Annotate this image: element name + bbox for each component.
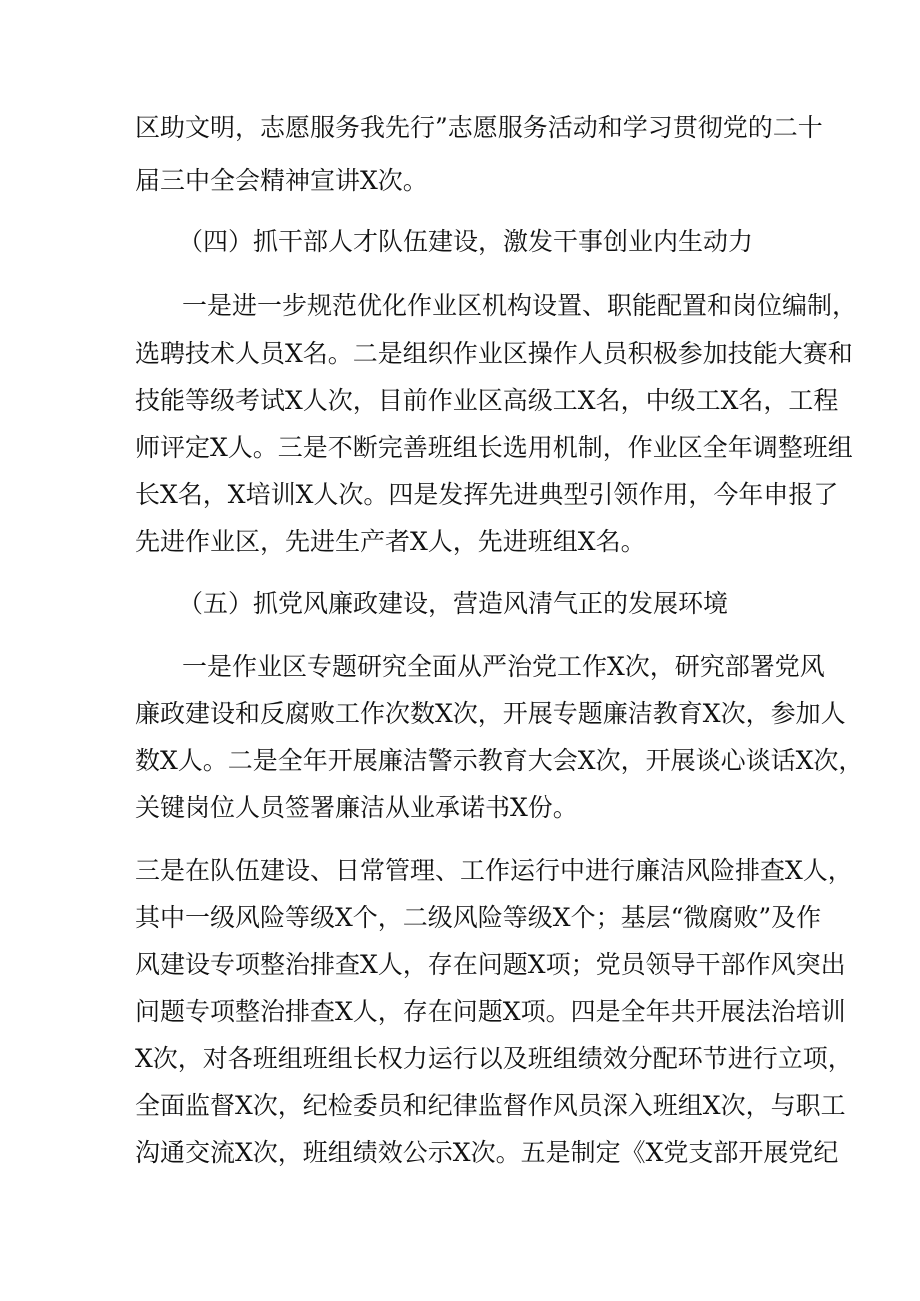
text-line: 沟通交流X次，班组绩效公示X次。五是制定《X党支部开展党纪 — [135, 1138, 839, 1167]
text-line: 技能等级考试X人次，目前作业区高级工X名，中级工X名，工程 — [135, 386, 839, 415]
text-line: 全面监督X次，纪检委员和纪律监督作风员深入班组X次，与职工 — [135, 1091, 846, 1120]
text-line: 廉政建设和反腐败工作次数X次，开展专题廉洁教育X次，参加人 — [135, 699, 846, 728]
text-line: 其中一级风险等级X个，二级风险等级X个；基层“微腐败”及作 — [135, 903, 822, 932]
text-line: 数X人。二是全年开展廉洁警示教育大会X次，开展谈心谈话X次， — [135, 746, 864, 775]
text-line: 区助文明，志愿服务我先行”志愿服务活动和学习贯彻党的二十 — [135, 113, 823, 142]
text-line: 关键岗位人员签署廉洁从业承诺书X份。 — [135, 793, 578, 822]
paragraph-first-line: 一是作业区专题研究全面从严治党工作X次，研究部署党风 — [182, 652, 825, 681]
section-heading-5: （五）抓党风廉政建设，营造风清气正的发展环境 — [178, 589, 729, 618]
text-line: 风建设专项整治排查X人，存在问题X项；党员领导干部作风突出 — [135, 950, 846, 979]
section-heading-4: （四）抓干部人才队伍建设，激发干事创业内生动力 — [178, 227, 754, 256]
text-line: 先进作业区，先进生产者X人，先进班组X名。 — [135, 527, 646, 556]
text-line: 三是在队伍建设、日常管理、工作运行中进行廉洁风险排查X人， — [135, 856, 853, 885]
text-line: 长X名，X培训X人次。四是发挥先进典型引领作用，今年申报了 — [135, 480, 839, 509]
text-line: 师评定X人。三是不断完善班组长选用机制，作业区全年调整班组 — [135, 433, 853, 462]
text-line: 问题专项整治排查X人，存在问题X项。四是全年共开展法治培训 — [135, 997, 846, 1026]
paragraph-first-line: 一是进一步规范优化作业区机构设置、职能配置和岗位编制， — [182, 291, 858, 320]
text-line: 届三中全会精神宣讲X次。 — [135, 166, 428, 195]
text-line: X次，对各班组班组长权力运行以及班组绩效分配环节进行立项， — [135, 1044, 853, 1073]
text-line: 选聘技术人员X名。二是组织作业区操作人员积极参加技能大赛和 — [135, 339, 853, 368]
